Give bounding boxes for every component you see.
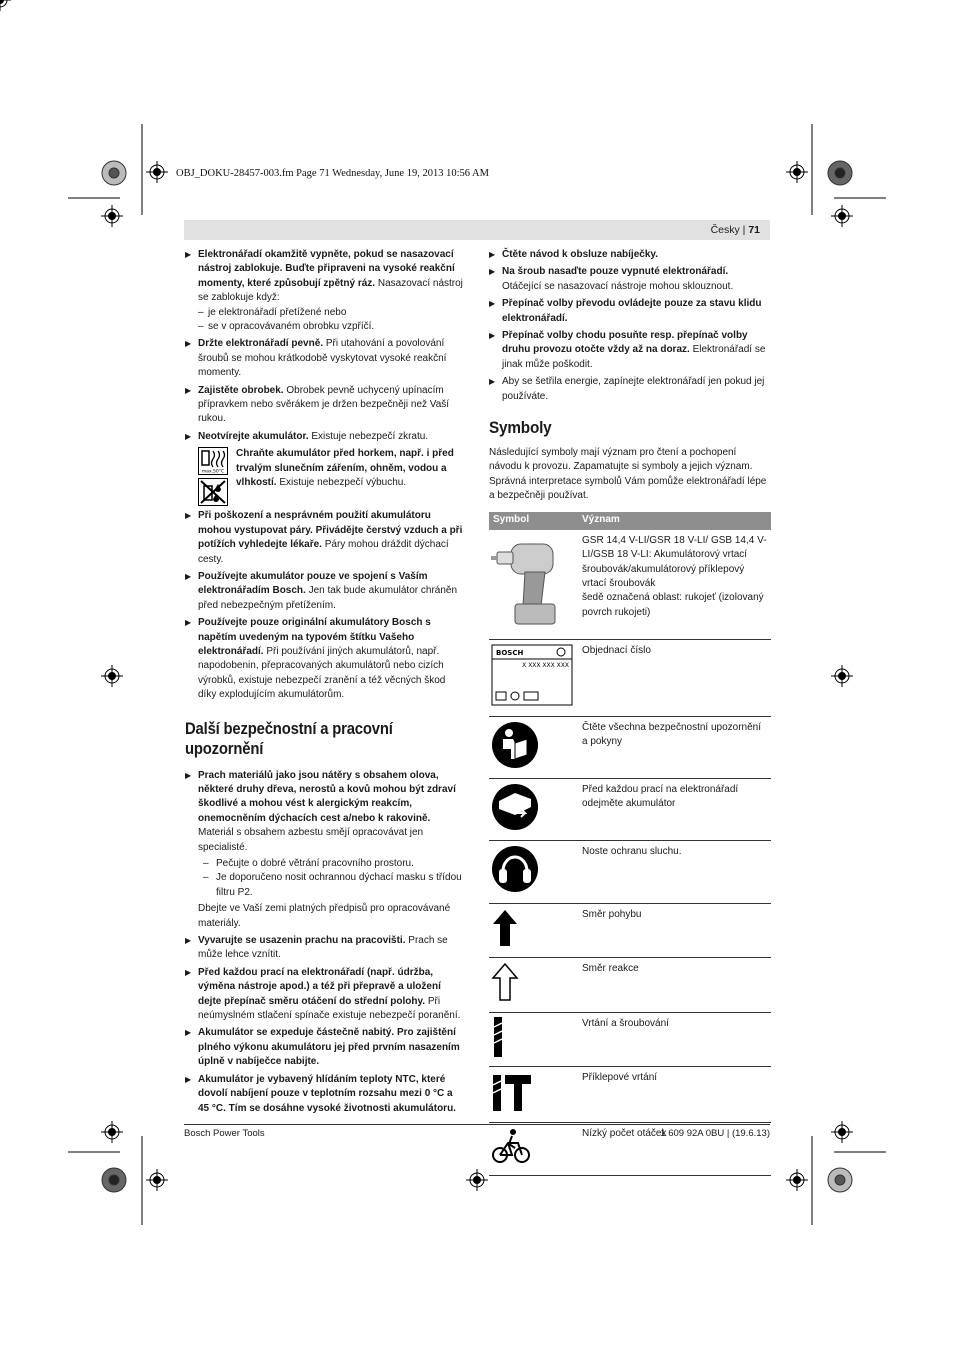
svg-text:max.50°C: max.50°C	[201, 469, 225, 475]
page-header: Česky | 71	[184, 220, 770, 240]
table-row: Noste ochranu sluchu.	[489, 841, 771, 903]
table-row: Směr reakce	[489, 958, 771, 1012]
bullet: ▶ Přepínač volby chodu posuňte resp. přepínač volby druhu provozu otočte vždy až na doraz. Elektronářadí se jinak může poškodit.	[489, 330, 766, 370]
table-row: GSR 14,4 V-LI/GSR 18 V-LI/ GSB 14,4 V-LI/GSB 18 V-LI: Akumulátorový vrtací šroubovák/akumulátorový příklepový vrtací šroubovák šedě označená oblast: rukojeť (izolovaný povrch rukojeti)	[489, 530, 771, 640]
bullet: ▶ Vyvarujte se usazenin prachu na pracovišti. Prach se může lehce vznítit.	[185, 935, 448, 961]
col-symbol: Symbol	[489, 512, 578, 530]
heat-warning-icon	[198, 447, 228, 475]
nameplate-icon	[491, 644, 573, 706]
header-language: Česky	[710, 224, 740, 236]
bullet: ▶ Čtěte návod k obsluze nabíječky.	[489, 249, 658, 260]
bullet: ▶ Elektronářadí okamžitě vypněte, pokud se nasazovací nástroj zablokuje. Buďte připraveni na vysoké reakční momenty, které způsobují zpětný ráz. Nasazovací nástroj se zablokuje když: – je elektronářadí přetížené nebo – se v opracovávaném obrobku vzpříčí.	[185, 249, 463, 333]
table-row: Před každou prací na elektronářadí odejměte akumulátor	[489, 779, 771, 841]
print-info: OBJ_DOKU-28457-003.fm Page 71 Wednesday, June 19, 2013 10:56 AM	[176, 168, 489, 179]
table-row: Vrtání a šroubování	[489, 1012, 771, 1066]
section-heading: Další bezpečnostní a pracovní upozornění	[185, 719, 393, 758]
remove-battery-icon	[491, 783, 539, 831]
battery-warning: max.50°C Chraňte akumulátor před horkem, např. i před trvalým slunečním zářením, ohněm, vodou a vlhkostí. Existuje nebezpečí výbuchu.	[198, 447, 466, 506]
bullet: ▶ Aby se šetřila energie, zapínejte elektronářadí jen pokud jej používáte.	[489, 376, 765, 402]
bullet: ▶ Zajistěte obrobek. Obrobek pevně uchycený upínacím přípravkem nebo svěrákem je držen bezpečněji než Vaší rukou.	[185, 384, 450, 425]
footer-company: Bosch Power Tools	[184, 1128, 265, 1139]
table-row: Příklepové vrtání	[489, 1067, 771, 1123]
bullet: ▶ Akumulátor je vybavený hlídáním teploty NTC, které dovolí nabíjení pouze v teplotním rozsahu mezi 0 °C a 45 °C. Tím se dosáhne vysoké životnosti akumulátoru.	[185, 1073, 456, 1114]
drill-icon	[491, 534, 563, 628]
bullet: ▶ Akumulátor se expeduje částečně nabitý. Pro zajištění plného výkonu akumulátoru jej před prvním nasazením úplně v nabíječce nabijte.	[185, 1027, 460, 1068]
right-column	[489, 248, 770, 1176]
col-meaning: Význam	[578, 512, 771, 530]
table-row: Nízký počet otáček	[489, 1123, 771, 1175]
page-number: 71	[748, 224, 760, 236]
no-water-icon	[198, 478, 228, 506]
table-row: Směr pohybu	[489, 903, 771, 957]
bullet: ▶ Na šroub nasaďte pouze vypnuté elektronářadí. Otáčející se nasazovací nástroje mohou sklouznout.	[489, 266, 734, 292]
svg-text:BOSCH: BOSCH	[496, 649, 524, 658]
bullet: ▶ Při poškození a nesprávném použití akumulátoru mohou vystupovat páry. Přivádějte čerstvý vzduch a při potížích vyhledejte lékaře. Páry mohou dráždit dýchací cesty.	[185, 510, 463, 565]
table-row: BOSCH X XXX XXX XXX Objednací číslo	[489, 640, 771, 716]
table-row: Čtěte všechna bezpečnostní upozornění a pokyny	[489, 716, 771, 778]
bicycle-icon	[491, 1127, 531, 1165]
bullet: ▶ Prach materiálů jako jsou nátěry s obsahem olova, některé druhy dřeva, nerostů a kovů mohou být zdraví škodlivé a mohou vést k alergickým reakcím, onemocněním dýchacích cest a/nebo k rakovině. Materiál s obsahem azbestu smějí opracovávat jen specialisté. – Pečujte o dobré větrání pracovního prostoru. – Je doporučeno nosit ochrannou dýchací masku s třídou filtru P2. Dbejte ve Vaší zemi platných předpisů pro opracovávané materiály.	[185, 769, 462, 929]
svg-text:X XXX XXX XXX: X XXX XXX XXX	[522, 662, 569, 670]
symbols-intro: Následující symboly mají význam pro čtení a pochopení návodu k provozu. Zapamatujte si symboly a jejich význam. Správná interpretace symbolů Vám pomůže elektronářadí lépe a bezpečněji používat.	[489, 447, 767, 502]
bullet: ▶ Neotvírejte akumulátor. Existuje nebezpečí zkratu.	[185, 430, 429, 442]
read-manual-icon	[491, 721, 539, 769]
left-column	[185, 248, 466, 1119]
bullet: ▶ Držte elektronářadí pevně. Při utahování a povolování šroubů se mohou krátkodobě vyskytovat vysoké reakční momenty.	[185, 338, 447, 379]
symbols-heading: Symboly	[489, 418, 552, 438]
arrow-outline-icon	[491, 962, 521, 1002]
bullet: ▶ Používejte akumulátor pouze ve spojení s Vaším elektronářadím Bosch. Jen tak bude akumulátor chráněn před nebezpečným přetížením.	[185, 570, 458, 611]
arrow-solid-icon	[491, 908, 521, 948]
symbols-table	[489, 512, 771, 1176]
bullet: ▶ Před každou prací na elektronářadí (např. údržba, výměna nástroje apod.) a též při přepravě a uložení dejte přepínač směru otáčení do střední polohy. Při neúmyslném stlačení spínače existuje nebezpečí poranění.	[185, 966, 461, 1022]
bullet: ▶ Přepínač volby převodu ovládejte pouze za stavu klidu elektronářadí.	[489, 298, 762, 324]
drill-bit-icon	[491, 1017, 505, 1057]
bullet: ▶ Používejte pouze originální akumulátory Bosch s napětím uvedeným na typovém štítku Vašeho elektronářadí. Při používání jiných akumulátorů, např. napodobenin, přepracovaných akumulátorů nebo cizích výrobků, existuje nebezpečí zranění a též věcných škod díky explodujícím akumulátorům.	[185, 617, 446, 701]
hammer-drill-icon	[491, 1071, 533, 1113]
footer-docnum: 1 609 92A 0BU | (19.6.13)	[660, 1128, 770, 1139]
ear-protection-icon	[491, 845, 539, 893]
